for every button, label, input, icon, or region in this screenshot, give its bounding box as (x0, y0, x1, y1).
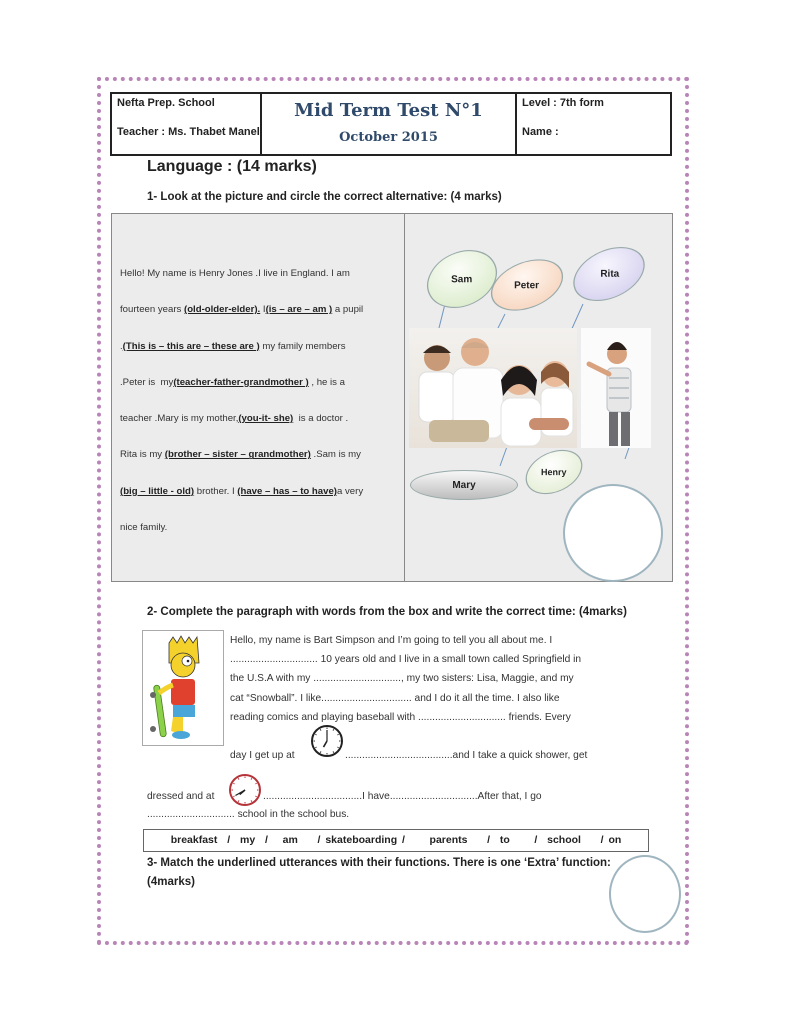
alternatives-choice[interactable]: (you-it- she) (238, 413, 294, 425)
line-text: I (260, 304, 266, 316)
bubble-sam-label: Sam (451, 273, 473, 285)
test-title: Mid Term Test N°1 (294, 100, 483, 121)
line-text: fourteen years (120, 304, 184, 316)
line-text: is a doctor . (293, 413, 349, 425)
clock-tick (251, 778, 252, 779)
bubble-henry-label: Henry (541, 466, 567, 478)
exercise2-instruction: 2- Complete the paragraph with words from the box and write the correct time: (4marks) (147, 606, 627, 618)
line-text: .Sam is my (310, 449, 361, 461)
alternatives-choice[interactable]: (old-older-elder). (184, 304, 261, 316)
clock-tick (315, 734, 316, 735)
clock-tick (337, 747, 338, 748)
line-text: , he is a (308, 376, 345, 388)
alternatives-choice[interactable]: (is – are – am ) (265, 304, 333, 316)
header-left-cell (112, 94, 262, 154)
henry-illustration (581, 328, 651, 448)
exercise3-instruction-line1: 3- Match the underlined utterances with their functions. There is one ‘Extra’ function: (147, 857, 611, 869)
alternatives-choice[interactable]: (have – has – to have) (237, 485, 337, 497)
header-table (110, 92, 672, 156)
name-label[interactable]: Name : (522, 126, 559, 138)
alternatives-choice[interactable]: (brother – sister – grandmother) (164, 449, 311, 461)
exercise1-line (120, 256, 404, 292)
test-date: October 2015 (339, 130, 438, 145)
clock-tick (255, 796, 256, 797)
bubble-mary-label: Mary (452, 479, 476, 491)
line-text: .Peter is my (120, 376, 174, 388)
henry-photo (581, 328, 651, 448)
dressed-line-end: ...................................I have...............................After that, I go (263, 791, 542, 802)
last-line: ............................... school in the school bus. (147, 809, 350, 820)
bubble-mary (410, 470, 518, 500)
line-text: nice family. (120, 522, 168, 534)
paragraph-line: reading comics and playing baseball with ............................... friends. Every (230, 711, 571, 723)
clock-icon-red (228, 773, 262, 807)
getup-line-start: day I get up at (230, 750, 295, 761)
clock-tick (333, 729, 334, 730)
exercise1-line (120, 437, 404, 473)
bubble-rita-label: Rita (599, 268, 619, 280)
paragraph-line: ............................... 10 years old and I live in a small town called Springfield in (230, 654, 582, 666)
line-text: Rita is my (120, 449, 165, 461)
line-text: a very (337, 485, 364, 497)
clock-tick (238, 800, 239, 801)
header-title-cell (262, 94, 517, 154)
alternatives-choice[interactable]: (teacher-father-grandmother ) (173, 376, 309, 388)
word-box (143, 829, 649, 852)
family-illustration (409, 328, 577, 448)
exercise1-line (120, 365, 404, 401)
getup-line-end: ......................................and I take a quick shower, get (345, 750, 588, 761)
paragraph-line: the U.S.A with my ..............................., my two sisters: Lisa, Maggie, and my (230, 673, 574, 685)
exercise3-instruction-line2: (4marks) (147, 876, 195, 888)
exercise1-line (120, 401, 404, 437)
word-box-words: breakfast / my / am / skateboarding / parents / to / school / on (170, 834, 622, 846)
bart-illustration (143, 631, 223, 745)
dressed-line-start: dressed and at (147, 791, 215, 802)
clock-tick (320, 729, 321, 730)
clock-tick (337, 734, 338, 735)
exercise1-text (112, 214, 405, 581)
school-name: Nefta Prep. School (117, 97, 215, 109)
family-photo (409, 328, 577, 448)
paragraph-line: Hello, my name is Bart Simpson and I’m going to tell you all about me. I (230, 635, 553, 646)
paragraph-line: cat “Snowball”. I like................................ and I do it all the time. I also like (230, 692, 560, 704)
exercise1-line (120, 474, 404, 510)
alternatives-choice[interactable]: (This is – this are – these are ) (122, 340, 260, 352)
clock-tick (251, 800, 252, 801)
line-text: . (120, 340, 123, 352)
line-text: Hello! My name is Henry Jones .I live in England. I am (120, 268, 350, 279)
header-right-cell (517, 94, 670, 154)
clock-tick (238, 778, 239, 779)
line-text: a pupil (332, 304, 364, 316)
family-picture-panel (405, 214, 672, 581)
exercise1-line (120, 329, 404, 365)
clock-tick (233, 783, 234, 784)
answer-circle-1[interactable] (563, 484, 663, 582)
exercise1-line (120, 292, 404, 328)
clock-tick (233, 796, 234, 797)
bubble-peter-label: Peter (514, 279, 540, 291)
clock-icon-seven (310, 724, 344, 758)
level-label: Level : 7th form (522, 97, 604, 109)
bart-simpson-picture (142, 630, 224, 746)
clock-tick (315, 747, 316, 748)
line-text: my family members (259, 340, 346, 352)
answer-circle-2[interactable] (609, 855, 681, 933)
clock-tick (255, 783, 256, 784)
exercise1-line (120, 510, 404, 546)
section-title: Language : (14 marks) (147, 158, 317, 175)
exercise1-instruction: 1- Look at the picture and circle the correct alternative: (4 marks) (147, 191, 502, 203)
alternatives-choice[interactable]: (big – little - old) (120, 485, 195, 497)
clock-tick (333, 751, 334, 752)
clock-tick (320, 751, 321, 752)
line-text: brother. I (194, 485, 238, 497)
exercise1-panel (111, 213, 673, 582)
line-text: teacher .Mary is my mother, (120, 413, 239, 425)
teacher-name: Teacher : Ms. Thabet Manel (117, 126, 260, 138)
